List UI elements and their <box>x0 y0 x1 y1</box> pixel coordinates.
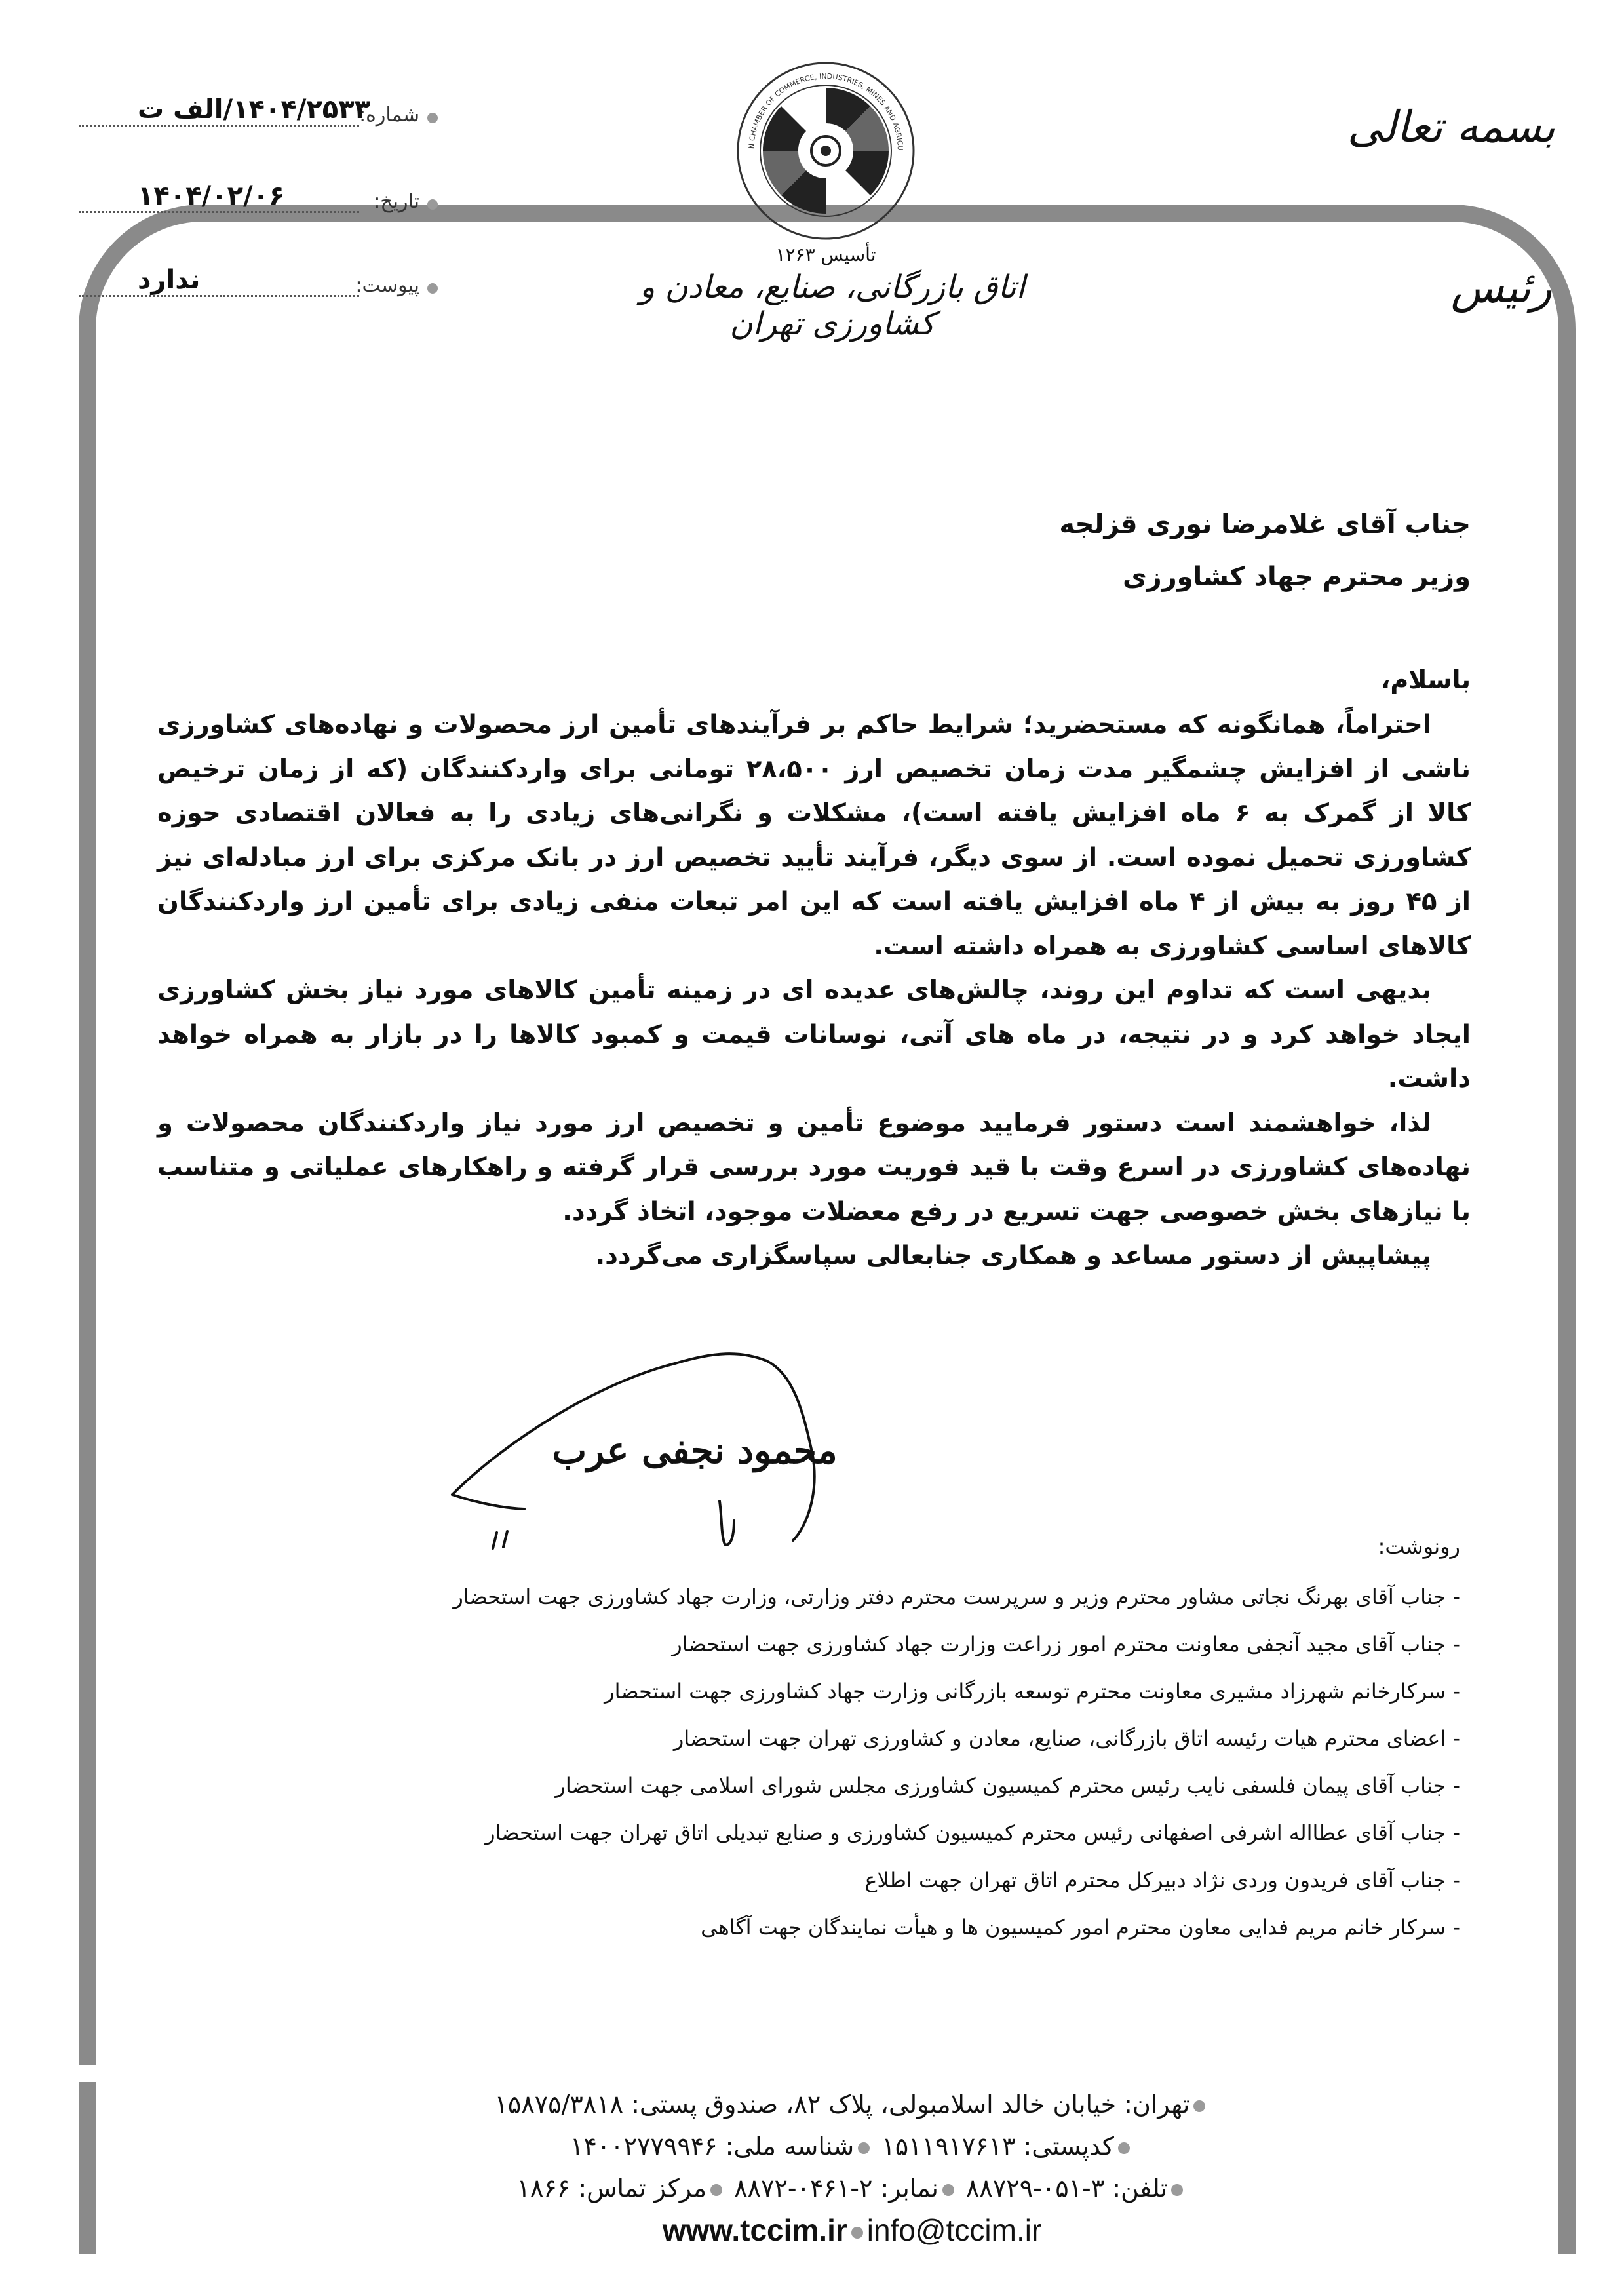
footer-national-id: شناسه ملی: ۱۴۰۰۲۷۷۹۹۴۶ <box>570 2132 855 2161</box>
body-paragraph: لذا، خواهشمند است دستور فرمایید موضوع تأمین و تخصیص ارز مورد نیاز واردکنندگان محصولات و نهاده‌های کشاورزی در اسرع وقت با قید فوریت مورد بررسی قرار گرفته و راهکارهای عملیاتی و متناسب با نیازهای بخش خصوصی جهت تسریع در رفع معضلات موجود، اتخاذ گردد. <box>157 1108 1471 1226</box>
recipient-block <box>157 498 1471 603</box>
body-paragraph: احتراماً، همانگونه که مستحضرید؛ شرایط حاکم بر فرآیندهای تأمین ارز محصولات و نهاده‌های کشاورزی ناشی از افزایش چشمگیر مدت زمان تخصیص ارز ۲۸،۵۰۰ تومانی برای واردکنندگان (که از زمان ترخیص کالا از گمرک به ۶ ماه افزایش یافته است)، مشکلات و نگرانی‌های زیادی را به فعالان اقتصادی حوزه کشاورزی تحمیل نموده است. از سوی دیگر، فرآیند تأیید تخصیص ارز در بانک مرکزی برای ارز مبادله‌ای نیز از ۴۵ روز به بیش از ۴ ماه افزایش یافته است که این امر تبعات منفی زیادی برای تأمین ارز واردکنندگان کالاهای اساسی کشاورزی به همراه داشته است. <box>157 710 1471 961</box>
letter-attachment-row <box>79 265 419 308</box>
org-name: اتاق بازرگانی، صنایع، معادن و کشاورزی تهران <box>640 269 1025 342</box>
footer-fax: نمابر: ۲-۰۴۶۱-۸۸۷۲ <box>734 2174 938 2203</box>
bullet-icon <box>427 199 438 210</box>
greeting <box>157 665 1471 694</box>
bullet-icon <box>858 2142 870 2154</box>
cc-item: - جناب آقای بهرنگ نجاتی مشاور محترم وزیر و سرپرست محترم دفتر وزارتی، وزارت جهاد کشاورزی جهت استحضار <box>453 1584 1460 1609</box>
footer-postal-code: کدپستی: ۱۵۱۱۹۱۷۶۱۳ <box>881 2132 1114 2161</box>
footer <box>393 2083 1311 2251</box>
footer-frame-gap <box>79 2065 1541 2082</box>
dotted-line <box>79 211 359 213</box>
bullet-icon <box>427 113 438 123</box>
chamber-logo <box>734 59 918 243</box>
cc-title: رونوشت: <box>1378 1534 1460 1559</box>
bullet-icon <box>1193 2100 1205 2112</box>
greeting-text: باسلام، <box>1380 665 1471 694</box>
letter-attachment-value: ندارد <box>138 265 201 295</box>
bullet-icon <box>1171 2184 1183 2196</box>
signatory-name: محمود نجفی عرب <box>552 1429 838 1472</box>
cc-item: - جناب آقای پیمان فلسفی نایب رئیس محترم کمیسیون کشاورزی مجلس شورای اسلامی جهت استحضار <box>555 1773 1460 1798</box>
cc-item: - جناب آقای فریدون وردی نژاد دبیرکل محترم اتاق تهران جهت اطلاع <box>864 1868 1460 1892</box>
cc-item: - سرکار خانم مریم فدایی معاون محترم امور کمیسیون ها و هیأت نمایندگان جهت آگاهی <box>701 1915 1460 1940</box>
bullet-icon <box>942 2184 954 2196</box>
bullet-icon <box>851 2227 863 2239</box>
body-paragraph: بدیهی است که تداوم این روند، چالش‌های عدیده ای در زمینه تأمین کالاهای مورد نیاز بخش کشاورزی ایجاد خواهد کرد و در نتیجه، در ماه های آتی، نوسانات قیمت و کمبود کالاها را در بازار به همراه خواهد داشت. <box>157 975 1471 1093</box>
bullet-icon <box>710 2184 722 2196</box>
letter-date-label: تاریخ: <box>374 190 419 213</box>
recipient-title: وزیر محترم جهاد کشاورزی <box>1122 562 1471 592</box>
dotted-line <box>79 125 359 127</box>
org-founded-year: تأسیس ۱۲۶۳ <box>775 244 876 265</box>
chamber-logo-icon <box>734 59 918 243</box>
footer-address: تهران: خیابان خالد اسلامبولی، پلاک ۸۲، صندوق پستی: ۱۵۸۷۵/۳۸۱۸ <box>494 2090 1190 2119</box>
bismillah-heading: بسمه تعالی <box>1347 102 1555 152</box>
letter-number-label: شماره: <box>359 104 419 127</box>
footer-web-line <box>393 2209 1311 2251</box>
body-paragraph: پیشاپیش از دستور مساعد و همکاری جنابعالی سپاسگزاری می‌گردد. <box>595 1241 1431 1270</box>
cc-item: - سرکارخانم شهرزاد مشیری معاونت محترم توسعه بازرگانی وزارت جهاد کشاورزی جهت استحضار <box>604 1679 1460 1704</box>
footer-phone: تلفن: ۳-۰۵۱-۸۸۷۲۹ <box>966 2174 1168 2203</box>
cc-item: - اعضای محترم هیات رئیسه اتاق بازرگانی، صنایع، معادن و کشاورزی تهران جهت استحضار <box>673 1726 1460 1751</box>
cc-list <box>248 1573 1460 1951</box>
letter-body <box>157 703 1471 1278</box>
letter-attachment-label: پیوست: <box>355 274 419 297</box>
letter-number-row <box>79 94 419 138</box>
footer-email[interactable]: info@tccim.ir <box>866 2213 1042 2247</box>
logo-ring-text: N CHAMBER OF COMMERCE, INDUSTRIES, MINES AND AGRICU <box>746 71 905 151</box>
cc-item: - جناب آقای مجید آنجفی معاونت محترم امور زراعت وزارت جهاد کشاورزی جهت استحضار <box>672 1632 1460 1656</box>
footer-address-line <box>393 2083 1311 2125</box>
footer-ids-line <box>393 2125 1311 2167</box>
letter-number-value: ۱۴۰۴/۲۵۳۳/الف ت <box>138 94 371 125</box>
recipient-name: جناب آقای غلامرضا نوری قزلجه <box>1059 509 1471 539</box>
letter-date-row <box>79 181 419 224</box>
footer-contact-center: مرکز تماس: ۱۸۶۶ <box>516 2174 707 2203</box>
footer-phones-line <box>393 2167 1311 2209</box>
office-title: رئیس <box>1450 262 1552 313</box>
letter-date-value: ۱۴۰۴/۰۲/۰۶ <box>138 181 285 211</box>
bullet-icon <box>1118 2142 1130 2154</box>
dotted-line <box>79 295 359 297</box>
footer-website[interactable]: www.tccim.ir <box>662 2213 847 2247</box>
cc-item: - جناب آقای عطااله اشرفی اصفهانی رئیس محترم کمیسیون کشاورزی و صنایع تبدیلی اتاق تهران جهت استحضار <box>485 1820 1460 1845</box>
bullet-icon <box>427 283 438 294</box>
